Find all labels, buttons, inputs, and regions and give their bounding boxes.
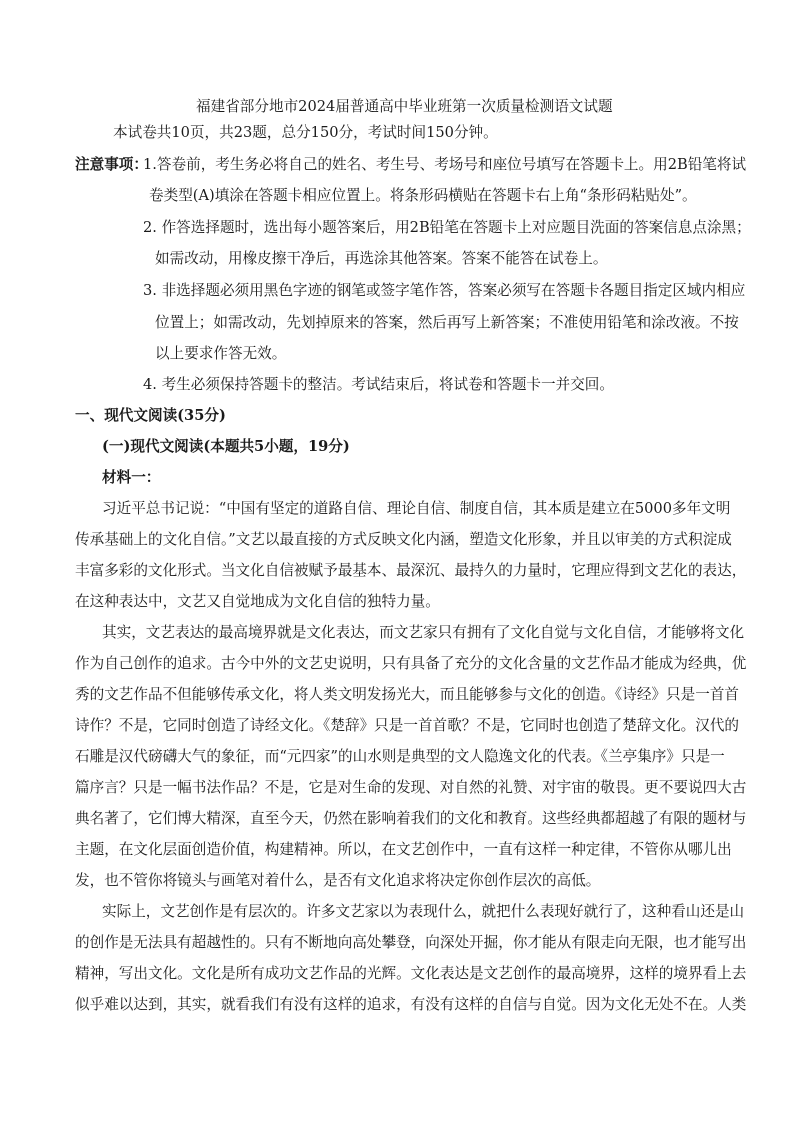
notice-item-2-line-2: 如需改动，用橡皮擦干净后，再选涂其他答案。答案不能答在试卷上。 (155, 250, 608, 267)
paragraph-2-line-4: 诗作？不是，它同时创造了诗经文化。《楚辞》只是一首首歌？不是，它同时也创造了楚辞文化。汉代的 (75, 717, 740, 734)
notice-item-1-line-1: 1.答卷前，考生务必将自己的姓名、考生号、考场号和座位号填写在答题卡上。用2B铅笔将试 (143, 156, 747, 173)
notice-item-1-line-2: 卷类型(A)填涂在答题卡相应位置上。将条形码横贴在答题卡右上角“条形码粘贴处”。 (149, 187, 697, 204)
paragraph-2-line-7: 典名著了，它们博大精深，直至今天，仍然在影响着我们的文化和教育。这些经典都超越了有限的题材与 (75, 810, 747, 827)
paragraph-3-line-1: 实际上，文艺创作是有层次的。许多文艺家以为表现什么，就把什么表现好就行了，这种看山还是山 (102, 903, 745, 920)
paragraph-2-line-6: 篇序言？只是一幅书法作品？不是，它是对生命的发现、对自然的礼赞、对宇宙的敬畏。更不要说四大古 (75, 779, 747, 796)
paragraph-2-line-1: 其实，文艺表达的最高境界就是文化表达，而文艺家只有拥有了文化自觉与文化自信，才能够将文化 (102, 624, 745, 641)
paragraph-3-line-2: 的创作是无法具有超越性的。只有不断地向高处攀登，向深处开掘，你才能从有限走向无限，也才能写出 (75, 934, 747, 951)
notice-label: 注意事项： (75, 156, 148, 173)
paragraph-2-line-2: 作为自己创作的追求。古今中外的文艺史说明，只有具备了充分的文化含量的文艺作品才能成为经典，优 (75, 655, 747, 672)
paragraph-2-line-5: 石雕是汉代磅礴大气的象征，而“元四家”的山水则是典型的文人隐逸文化的代表。《兰亭集序》只是一 (75, 748, 725, 765)
subsection-heading: (一)现代文阅读(本题共5小题，19分) (102, 438, 350, 455)
page-title: 福建省部分地市2024届普通高中毕业班第一次质量检测语文试题 (196, 98, 613, 115)
paragraph-2-line-3: 秀的文艺作品不但能够传承文化，将人类文明发扬光大，而且能够参与文化的创造。《诗经》只是一首首 (75, 686, 740, 703)
notice-item-3-line-3: 以上要求作答无效。 (155, 345, 287, 362)
paragraph-1-line-3: 丰富多彩的文化形式。当文化自信被赋予最基本、最深沉、最持久的力量时，它理应得到文艺化的表达， (75, 562, 747, 579)
section-heading: 一、现代文阅读(35分) (75, 407, 226, 424)
paragraph-1-line-1: 习近平总书记说：“中国有坚定的道路自信、理论自信、制度自信，其本质是建立在5000多年文明 (102, 500, 731, 517)
paragraph-2-line-8: 主题，在文化层面创造价值，构建精神。所以，在文艺创作中，一直有这样一种定律，不管你从哪儿出 (75, 841, 732, 858)
paragraph-2-line-9: 发，也不管你将镜头与画笔对着什么，是否有文化追求将决定你创作层次的高低。 (75, 872, 601, 889)
notice-item-3-line-2: 位置上；如需改动，先划掉原来的答案，然后再写上新答案；不准使用铅笔和涂改液。不按 (155, 314, 739, 331)
paragraph-1-line-2: 传承基础上的文化自信。”文艺以最直接的方式反映文化内涵，塑造文化形象，并且以审美的方式积淀成 (75, 531, 732, 548)
exam-intro: 本试卷共10页，共23题，总分150分，考试时间150分钟。 (113, 124, 498, 141)
notice-item-4-line-1: 4. 考生必须保持答题卡的整洁。考试结束后，将试卷和答题卡一并交回。 (143, 376, 614, 393)
paragraph-1-line-4: 在这种表达中，文艺又自觉地成为文化自信的独特力量。 (75, 593, 440, 610)
paragraph-3-line-4: 似乎难以达到，其实，就看我们有没有这样的追求，有没有这样的自信与自觉。因为文化无处不在。人类 (75, 996, 747, 1013)
material-label: 材料一： (102, 469, 161, 486)
paragraph-3-line-3: 精神，写出文化。文化是所有成功文艺作品的光辉。文化表达是文艺创作的最高境界，这样的境界看上去 (75, 965, 747, 982)
notice-item-3-line-1: 3. 非选择题必须用黑色字迹的钢笔或签字笔作答，答案必须写在答题卡各题目指定区域内相应 (143, 282, 746, 299)
notice-item-2-line-1: 2. 作答选择题时，选出每小题答案后，用2B铅笔在答题卡上对应题目洗面的答案信息点涂黑； (143, 219, 751, 236)
